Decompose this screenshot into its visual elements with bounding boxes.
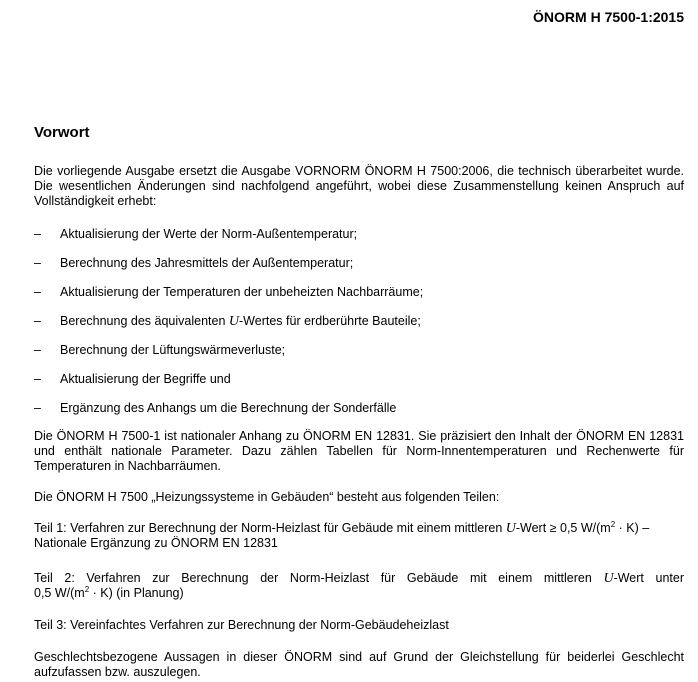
list-bullet: –: [34, 256, 41, 270]
list-item-text: Aktualisierung der Werte der Norm-Außentemperatur;: [60, 227, 358, 241]
u-symbol: U: [505, 521, 516, 536]
list-item-text: Berechnung der Lüftungswärmeverluste;: [60, 343, 286, 357]
intro-paragraph: Die vorliegende Ausgabe ersetzt die Ausgabe VORNORM ÖNORM H 7500:2006, die technisch überarbeitet wurde. Die wesentlichen Änderungen sind nachfolgend angeführt, wobei diese Zusammenstellung keinen Anspruch auf Vollständigkeit erhebt:: [34, 164, 684, 208]
part-2-line-2: [34, 586, 684, 601]
text-part: -Wert unter: [613, 571, 684, 585]
list-bullet: –: [34, 314, 41, 328]
document-id: ÖNORM H 7500-1:2015: [533, 9, 684, 25]
parts-intro-paragraph: Die ÖNORM H 7500 „Heizungssysteme in Gebäuden“ besteht aus folgenden Teilen:: [34, 490, 500, 504]
list-bullet: –: [34, 372, 41, 386]
list-item-text-part: -Wertes für erdberührte Bauteile;: [239, 314, 421, 328]
superscript: 2: [610, 519, 616, 529]
text-part: Teil 2: Verfahren zur Berechnung der Norm-Heizlast für Gebäude mit einem mittleren: [34, 571, 604, 585]
part-2-line-1: [34, 571, 684, 586]
part-3-paragraph: Teil 3: Vereinfachtes Verfahren zur Berechnung der Norm-Gebäudeheizlast: [34, 618, 449, 632]
part-1-paragraph: [34, 521, 684, 551]
closing-paragraph: Geschlechtsbezogene Aussagen in dieser ÖNORM sind auf Grund der Gleichstellung für beiderlei Geschlecht aufzufassen bzw. auszulegen.: [34, 650, 684, 679]
text-part: Teil 1: Verfahren zur Berechnung der Norm-Heizlast für Gebäude mit einem mittleren: [34, 521, 506, 535]
superscript: 2: [84, 584, 90, 594]
text-part: · K) –: [615, 521, 650, 535]
part-1-line-2: Nationale Ergänzung zu ÖNORM EN 12831: [34, 536, 278, 550]
list-item-text: Ergänzung des Anhangs um die Berechnung der Sonderfälle: [60, 401, 397, 415]
list-bullet: –: [34, 343, 41, 357]
text-part: -Wert ≥ 0,5 W/(m: [515, 521, 611, 535]
list-item-text-part: Berechnung des äquivalenten: [60, 314, 229, 328]
list-bullet: –: [34, 401, 41, 415]
text-part: · K) (in Planung): [89, 586, 184, 600]
section-title: Vorwort: [34, 124, 90, 141]
list-item-text: Berechnung des Jahresmittels der Außentemperatur;: [60, 256, 354, 270]
text-part: 0,5 W/(m: [34, 586, 85, 600]
part-1-line-1: [34, 521, 684, 536]
list-item-text: [60, 314, 421, 330]
list-item-text: Aktualisierung der Begriffe und: [60, 372, 231, 386]
list-bullet: –: [34, 285, 41, 299]
u-symbol: U: [603, 571, 614, 586]
part-2-paragraph: [34, 571, 684, 601]
u-symbol: U: [228, 314, 240, 329]
list-item-text: Aktualisierung der Temperaturen der unbeheizten Nachbarräume;: [60, 285, 424, 299]
national-annex-paragraph: Die ÖNORM H 7500-1 ist nationaler Anhang zu ÖNORM EN 12831. Sie präzisiert den Inhalt der ÖNORM EN 12831 und enthält nationale Parameter. Dazu zählen Tabellen für Norm-Innentemperaturen und Rechenwerte für Temperaturen in Nachbarräumen.: [34, 429, 684, 473]
list-bullet: –: [34, 227, 41, 241]
